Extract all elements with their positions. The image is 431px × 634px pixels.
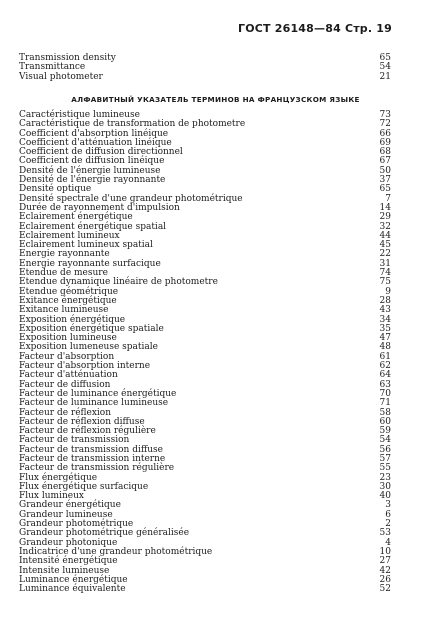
index-term: Grandeur photométrique [19, 519, 134, 530]
index-page-number: 50 [379, 165, 391, 176]
index-term: Coefficient d'absorption linéique [19, 128, 169, 139]
index-term: Facteur de transmission régulière [19, 463, 175, 474]
index-term: Coefficient de diffusion linéique [19, 156, 165, 167]
index-page-number: 35 [379, 323, 391, 334]
index-term: Eclairement énergétique spatial [19, 221, 167, 232]
index-term: Exposition énergétique [19, 314, 126, 325]
index-term: Etendue de mesure [19, 268, 108, 279]
index-page-number: 44 [379, 230, 391, 241]
index-page-number: 65 [379, 53, 391, 63]
top-index-list [19, 54, 391, 82]
index-page-number: 10 [379, 546, 391, 557]
index-page-number: 4 [385, 537, 391, 548]
index-term: Energie rayonnante [19, 249, 110, 260]
index-term: Luminance énergétique [19, 574, 128, 585]
index-page-number: 30 [379, 481, 391, 492]
index-page-number: 47 [379, 333, 391, 344]
index-page-number: 26 [379, 574, 391, 585]
index-page-number: 62 [379, 361, 391, 372]
index-page-number: 29 [379, 212, 391, 223]
index-page-number: 64 [379, 370, 391, 381]
index-entry [19, 73, 391, 82]
index-term: Grandeur photonique [19, 537, 118, 548]
index-term: Caractéristique lumineuse [19, 110, 140, 120]
index-page-number: 71 [379, 398, 391, 409]
index-page-number: 73 [379, 110, 391, 120]
index-term: Transmittance [19, 62, 86, 73]
index-page-number: 3 [385, 500, 391, 511]
index-term: Exposition lumineuse [19, 333, 117, 344]
index-term: Densité de l'énergie rayonnante [19, 175, 166, 186]
index-page-number: 63 [379, 379, 391, 390]
index-page-number: 27 [379, 556, 391, 567]
index-term: Facteur d'absorption interne [19, 361, 151, 372]
index-page-number: 70 [379, 388, 391, 399]
index-term: Exposition lumeneuse spatiale [19, 342, 158, 353]
index-page-number: 43 [379, 305, 391, 316]
index-term: Exitance lumineuse [19, 305, 109, 316]
index-page-number: 69 [379, 137, 391, 148]
index-term: Coefficient d'atténuation linéique [19, 137, 172, 148]
index-term: Luminance équivalente [19, 584, 126, 595]
index-term: Facteur de réflexion régulière [19, 426, 156, 437]
index-page-number: 57 [379, 453, 391, 464]
index-term: Indicatrice d'une grandeur photométrique [19, 546, 213, 557]
index-page-number: 7 [385, 193, 391, 204]
index-page-number: 58 [379, 407, 391, 418]
index-page-number: 67 [379, 156, 391, 167]
index-term: Visual photometer [19, 71, 103, 82]
index-page-number: 55 [379, 463, 391, 474]
index-page-number: 59 [379, 426, 391, 437]
index-term: Exitance énergétique [19, 295, 117, 306]
index-page-number: 31 [379, 258, 391, 269]
index-term: Facteur de transmission interne [19, 453, 166, 464]
index-term: Facteur d'atténuation [19, 370, 118, 381]
index-page-number: 74 [379, 268, 391, 279]
index-page-number: 48 [379, 342, 391, 353]
index-page-number: 34 [379, 314, 391, 325]
index-page-number: 54 [379, 62, 391, 73]
index-page-number: 22 [379, 249, 391, 260]
index-page-number: 23 [379, 472, 391, 483]
index-term: Facteur de réflexion [19, 407, 112, 418]
index-term: Coefficient de diffusion directionnel [19, 147, 183, 158]
index-term: Facteur de réflexion diffuse [19, 416, 145, 427]
index-page-number: 37 [379, 175, 391, 186]
index-term: Intensité énergétique [19, 556, 118, 567]
index-page-number: 56 [379, 444, 391, 455]
index-page-number: 53 [379, 528, 391, 539]
index-term: Facteur de luminance lumineuse [19, 398, 169, 409]
index-page-number: 68 [379, 147, 391, 158]
index-term: Facteur de transmission diffuse [19, 444, 163, 455]
index-page-number: 14 [379, 202, 391, 213]
index-term: Eclairement énergétique [19, 212, 133, 223]
index-term: Densité de l'énergie lumineuse [19, 165, 161, 176]
index-term: Etendue géométrique [19, 286, 119, 297]
index-term: Facteur de luminance énergétique [19, 388, 177, 399]
index-term: Flux lumineux [19, 491, 84, 502]
index-page-number: 40 [379, 491, 391, 502]
page-header: ГОСТ 26148—84 Стр. 19 [237, 22, 392, 35]
index-term: Etendue dynamique linéaire de photometre [19, 277, 218, 288]
index-term: Intensite lumineuse [19, 565, 110, 576]
index-term: Grandeur lumineuse [19, 509, 113, 520]
index-entry [19, 585, 391, 594]
index-term: Densité spectrale d'une grandeur photométrique [19, 193, 243, 204]
index-term: Facteur de diffusion [19, 379, 111, 390]
index-term: Facteur de transmission [19, 435, 130, 446]
index-page-number: 32 [379, 221, 391, 232]
index-term: Grandeur énergétique [19, 500, 121, 511]
index-page-number: 52 [379, 584, 391, 595]
index-page-number: 9 [385, 286, 391, 297]
index-term: Caractéristique de transformation de photometre [19, 119, 246, 130]
index-term: Flux énergétique surfacique [19, 481, 149, 492]
index-term: Eclairement lumineux [19, 230, 120, 241]
index-page-number: 75 [379, 277, 391, 288]
index-term: Durée de rayonnement d'impulsion [19, 202, 180, 213]
index-term: Transmission density [19, 53, 116, 63]
index-term: Eclairement lumineux spatial [19, 240, 153, 251]
index-page-number: 45 [379, 240, 391, 251]
index-page-number: 6 [385, 509, 391, 520]
index-page-number: 28 [379, 295, 391, 306]
index-term: Energie rayonnante surfacique [19, 258, 161, 269]
index-page-number: 66 [379, 128, 391, 139]
index-term: Facteur d'absorption [19, 351, 115, 362]
index-page-number: 72 [379, 119, 391, 130]
section-title: АЛФАВИТНЫЙ УКАЗАТЕЛЬ ТЕРМИНОВ НА ФРАНЦУЗСКОМ ЯЗЫКЕ [71, 95, 360, 104]
index-page-number: 60 [379, 416, 391, 427]
index-term: Flux énergétique [19, 472, 98, 483]
french-index-list [19, 111, 391, 594]
index-page-number: 21 [379, 71, 391, 82]
index-page-number: 54 [379, 435, 391, 446]
index-term: Densité optique [19, 184, 92, 195]
index-term: Grandeur photométrique généralisée [19, 528, 190, 539]
index-page-number: 65 [379, 184, 391, 195]
index-page-number: 42 [379, 565, 391, 576]
index-term: Exposition énergétique spatiale [19, 323, 164, 334]
index-page-number: 2 [385, 519, 391, 530]
index-page-number: 61 [379, 351, 391, 362]
